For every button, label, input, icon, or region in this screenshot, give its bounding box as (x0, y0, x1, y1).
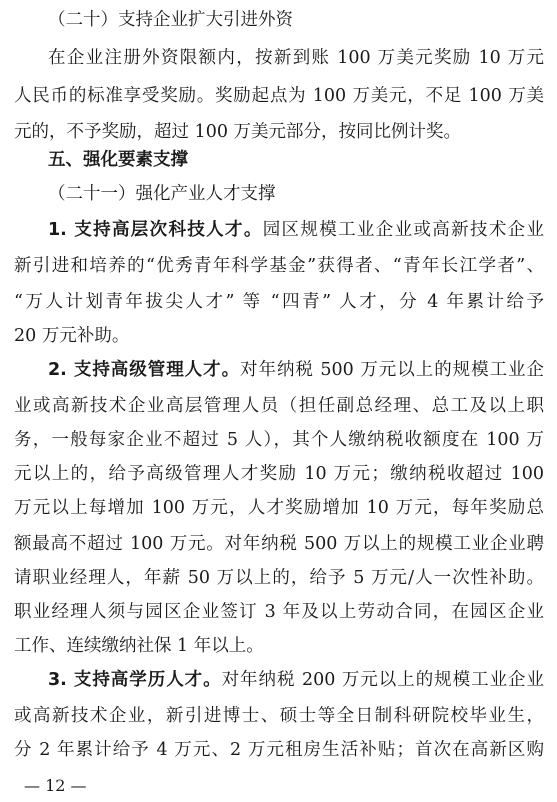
paragraph-line: 3. 支持高学历人才。对年纳税 200 万元以上的规模工业企业 (48, 670, 544, 690)
paragraph-line: 请职业经理人，年薪 50 万以上的，给予 5 万元/人一次性补助。 (14, 568, 544, 588)
paragraph-line: 元以上的，给予高级管理人才奖励 10 万元；缴纳税收超过 100 (14, 464, 544, 484)
paragraph-line: 新引进和培养的“优秀青年科学基金”获得者、“青年长江学者”、 (14, 256, 544, 276)
chapter-heading: 五、强化要素支撑 (48, 150, 188, 170)
page-number: — 12 — (24, 776, 87, 795)
paragraph-line: 1. 支持高层次科技人才。园区规模工业企业或高新技术企业 (48, 220, 544, 240)
paragraph-line: 万元以上每增加 100 万元，人才奖励增加 10 万元，每年奖励总 (14, 498, 544, 518)
item-title: 3. 支持高学历人才。 (48, 670, 222, 690)
paragraph-line: 人民币的标准享受奖励。奖励起点为 100 万美元，不足 100 万美 (14, 86, 544, 106)
paragraph-line: 分 2 年累计给予 4 万元、2 万元租房生活补贴；首次在高新区购 (14, 740, 544, 760)
paragraph-line: 在企业注册外资限额内，按新到账 100 万美元奖励 10 万元 (48, 48, 544, 68)
section-heading-21: （二十一）强化产业人才支撑 (48, 184, 276, 204)
paragraph-line: 2. 支持高级管理人才。对年纳税 500 万元以上的规模工业企 (48, 360, 544, 380)
paragraph-line: 工作、连续缴纳社保 1 年以上。 (14, 636, 264, 656)
paragraph-line: 务，一般每家企业不超过 5 人），其个人缴纳税收额度在 100 万 (14, 430, 544, 450)
paragraph-line: 元的，不予奖励，超过 100 万美元部分，按同比例计奖。 (14, 122, 462, 142)
section-heading-20: （二十）支持企业扩大引进外资 (48, 10, 293, 30)
item-title: 2. 支持高级管理人才。 (48, 360, 241, 380)
paragraph-line: 额最高不超过 100 万元。对年纳税 500 万以上的规模工业企业聘 (14, 534, 544, 554)
item-title: 1. 支持高层次科技人才。 (48, 220, 263, 240)
paragraph-line: “万人计划青年拔尖人才” 等 “四青” 人才，分 4 年累计给予 (14, 292, 544, 312)
paragraph-line: 20 万元补助。 (14, 326, 130, 346)
paragraph-line: 业或高新技术企业高层管理人员（担任副总经理、总工及以上职 (14, 396, 544, 416)
paragraph-line: 职业经理人须与园区企业签订 3 年及以上劳动合同，在园区企业 (14, 602, 544, 622)
paragraph-line: 或高新技术企业，新引进博士、硕士等全日制科研院校毕业生， (14, 706, 544, 726)
